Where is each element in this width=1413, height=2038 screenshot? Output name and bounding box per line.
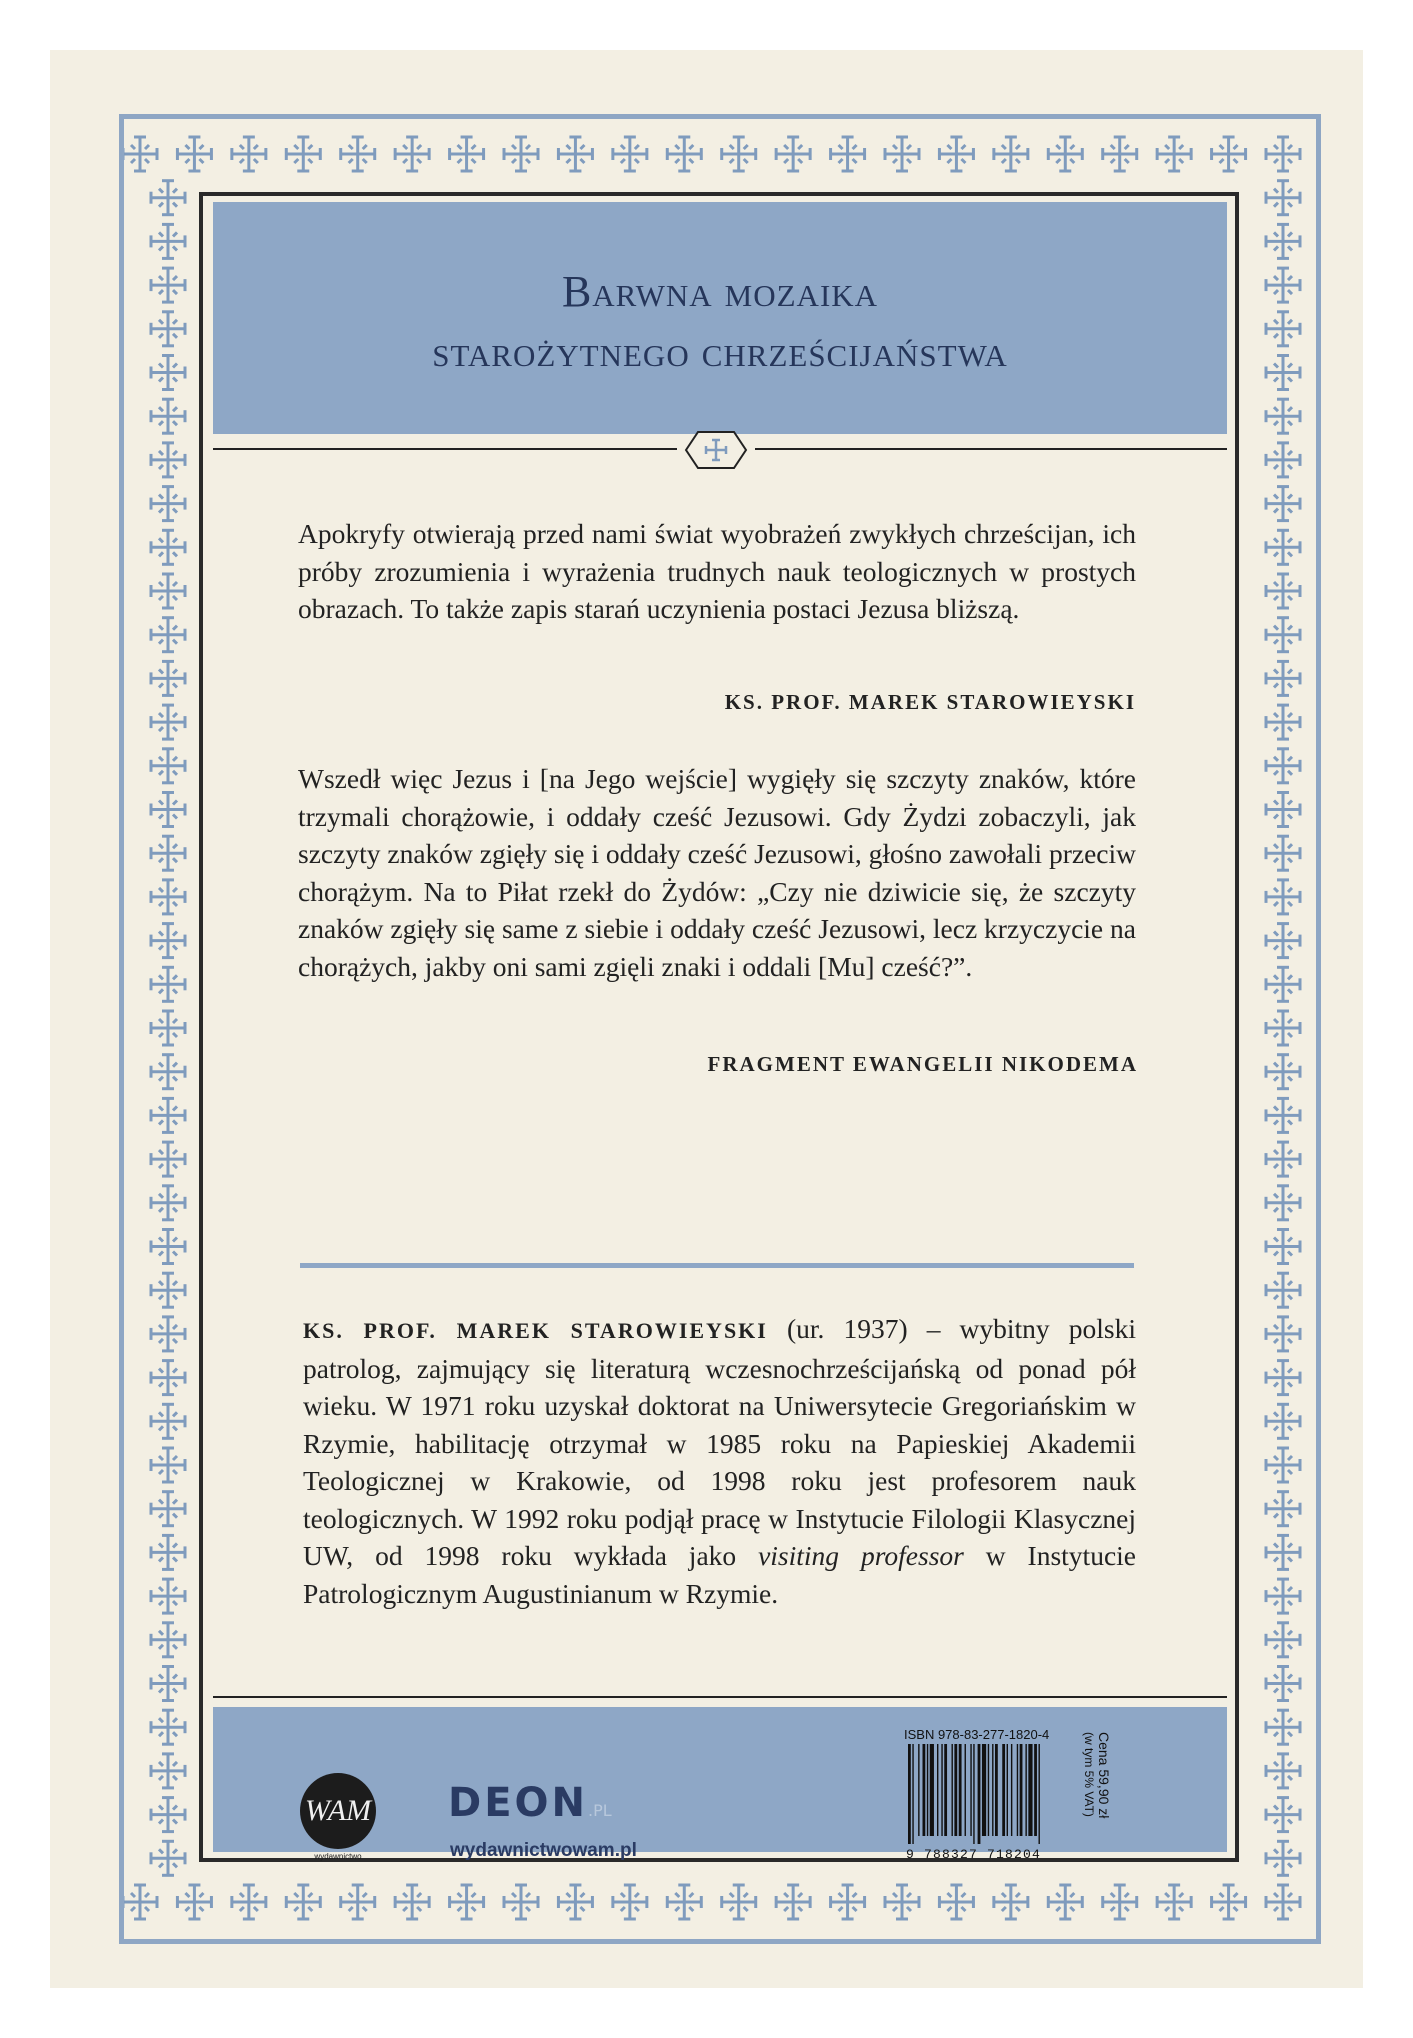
- bio-italic: visiting professor: [758, 1540, 964, 1571]
- barcode-bar: [1025, 1744, 1026, 1836]
- barcode-bar: [952, 1744, 953, 1836]
- deon-suffix: .PL: [588, 1801, 612, 1820]
- price-label: [1082, 1732, 1112, 1850]
- wam-caption: wydawnictwo: [314, 1852, 362, 1861]
- barcode-bar: [927, 1744, 928, 1836]
- quote-attribution-nicodemus: FRAGMENT EWANGELII NIKODEMA: [707, 1052, 1138, 1076]
- barcode-bar: [965, 1744, 966, 1836]
- barcode-bar: [1002, 1744, 1005, 1836]
- deon-logo: [448, 1780, 612, 1826]
- barcode-bar: [941, 1744, 942, 1836]
- title-line-2: starożytnego chrześcijaństwa: [432, 327, 1008, 376]
- barcode-bar: [982, 1744, 986, 1836]
- price-value: Cena 59,90 zł: [1096, 1732, 1112, 1819]
- deon-wordmark: DEON: [448, 1780, 589, 1826]
- barcode-bar: [1028, 1744, 1032, 1836]
- barcode-bar: [912, 1744, 913, 1844]
- barcode-bar: [930, 1744, 934, 1836]
- barcode-bar: [978, 1744, 981, 1844]
- barcode-bar: [973, 1744, 974, 1844]
- author-name: KS. PROF. MAREK STAROWIEYSKI: [303, 1318, 768, 1343]
- barcode-digits: 9 788327 718204: [906, 1847, 1042, 1862]
- barcode-bar: [959, 1744, 962, 1836]
- bottom-divider: [213, 1696, 1227, 1698]
- title-line-1: Barwna mozaika: [561, 267, 879, 316]
- barcode-bar: [988, 1744, 989, 1836]
- barcode-icon: [904, 1744, 1084, 1844]
- barcode-bar: [937, 1744, 938, 1836]
- wam-logo: WAM: [300, 1773, 376, 1849]
- divider-right: [755, 448, 1227, 450]
- publisher-website: wydawnictwowam.pl: [450, 1840, 637, 1861]
- barcode-bar: [954, 1744, 957, 1836]
- divider-left: [213, 448, 677, 450]
- barcode-bar: [944, 1744, 947, 1836]
- quote-nicodemus: Wszedł więc Jezus i [na Jego wejście] wygięły się szczyty znaków, które trzymali chorążowie, i oddały cześć Jezusowi. Gdy Żydzi zobaczyli, jak szczyty znaków zgięły się i oddały cześć Jezusowi, głośno zawołali przeciw chorążym. Na to Piłat rzekł do Żydów: „Czy nie dziwicie się, że szczyty znaków zgięły się same z siebie i oddały cześć Jezusowi, lecz krzyczycie na chorążych, jakby oni sami zgięli znaki i oddali [Mu] cześć?”.: [298, 763, 1136, 982]
- barcode-bar: [1007, 1744, 1008, 1836]
- isbn-label: ISBN 978-83-277-1820-4: [904, 1727, 1050, 1742]
- barcode-bar: [995, 1744, 998, 1836]
- barcode-bar: [1039, 1744, 1040, 1844]
- cover-title: [213, 262, 1227, 382]
- barcode-bar: [908, 1744, 911, 1844]
- quote-attribution-starowieyski: KS. PROF. MAREK STAROWIEYSKI: [724, 690, 1136, 714]
- section-rule: [300, 1263, 1134, 1268]
- barcode-bar: [1034, 1744, 1037, 1836]
- price-vat: (w tym 5% VAT): [1082, 1732, 1096, 1817]
- barcode-bar: [918, 1744, 919, 1836]
- barcode-bar: [1017, 1744, 1018, 1836]
- barcode-bar: [1011, 1744, 1012, 1836]
- barcode-bar: [970, 1744, 971, 1836]
- barcode-bar: [992, 1744, 993, 1836]
- barcode-bar: [923, 1744, 926, 1836]
- barcode-bar: [1020, 1744, 1023, 1836]
- cross-emblem-icon: [676, 428, 756, 472]
- quote-starowieyski: Apokryfy otwierają przed nami świat wyobrażeń zwykłych chrześcijan, ich próby zrozumienia i wyrażenia trudnych nauk teologicznych w prostych obrazach. To także zapis starań uczynienia postaci Jezusa bliższą.: [298, 518, 1136, 624]
- bio-text-1: (ur. 1937) – wybitny polski patrolog, zajmujący się literaturą wczesnochrześcijańską od ponad pół wieku. W 1971 roku uzyskał doktorat na Uniwersytecie Gregoriańskim w Rzymie, habilitację otrzymał w 1985 roku na Papieskiej Akademii Teologicznej w Krakowie, od 1998 roku jest profesorem nauk teologicznych. W 1992 roku podjął pracę w Instytucie Filologii Klasycznej UW, od 1998 roku wykłada jako: [303, 1313, 1136, 1571]
- bio-text-2: w Instytucie Patrologicznym Augustinianum w Rzymie.: [303, 1540, 1136, 1609]
- author-bio: [303, 1310, 1136, 1612]
